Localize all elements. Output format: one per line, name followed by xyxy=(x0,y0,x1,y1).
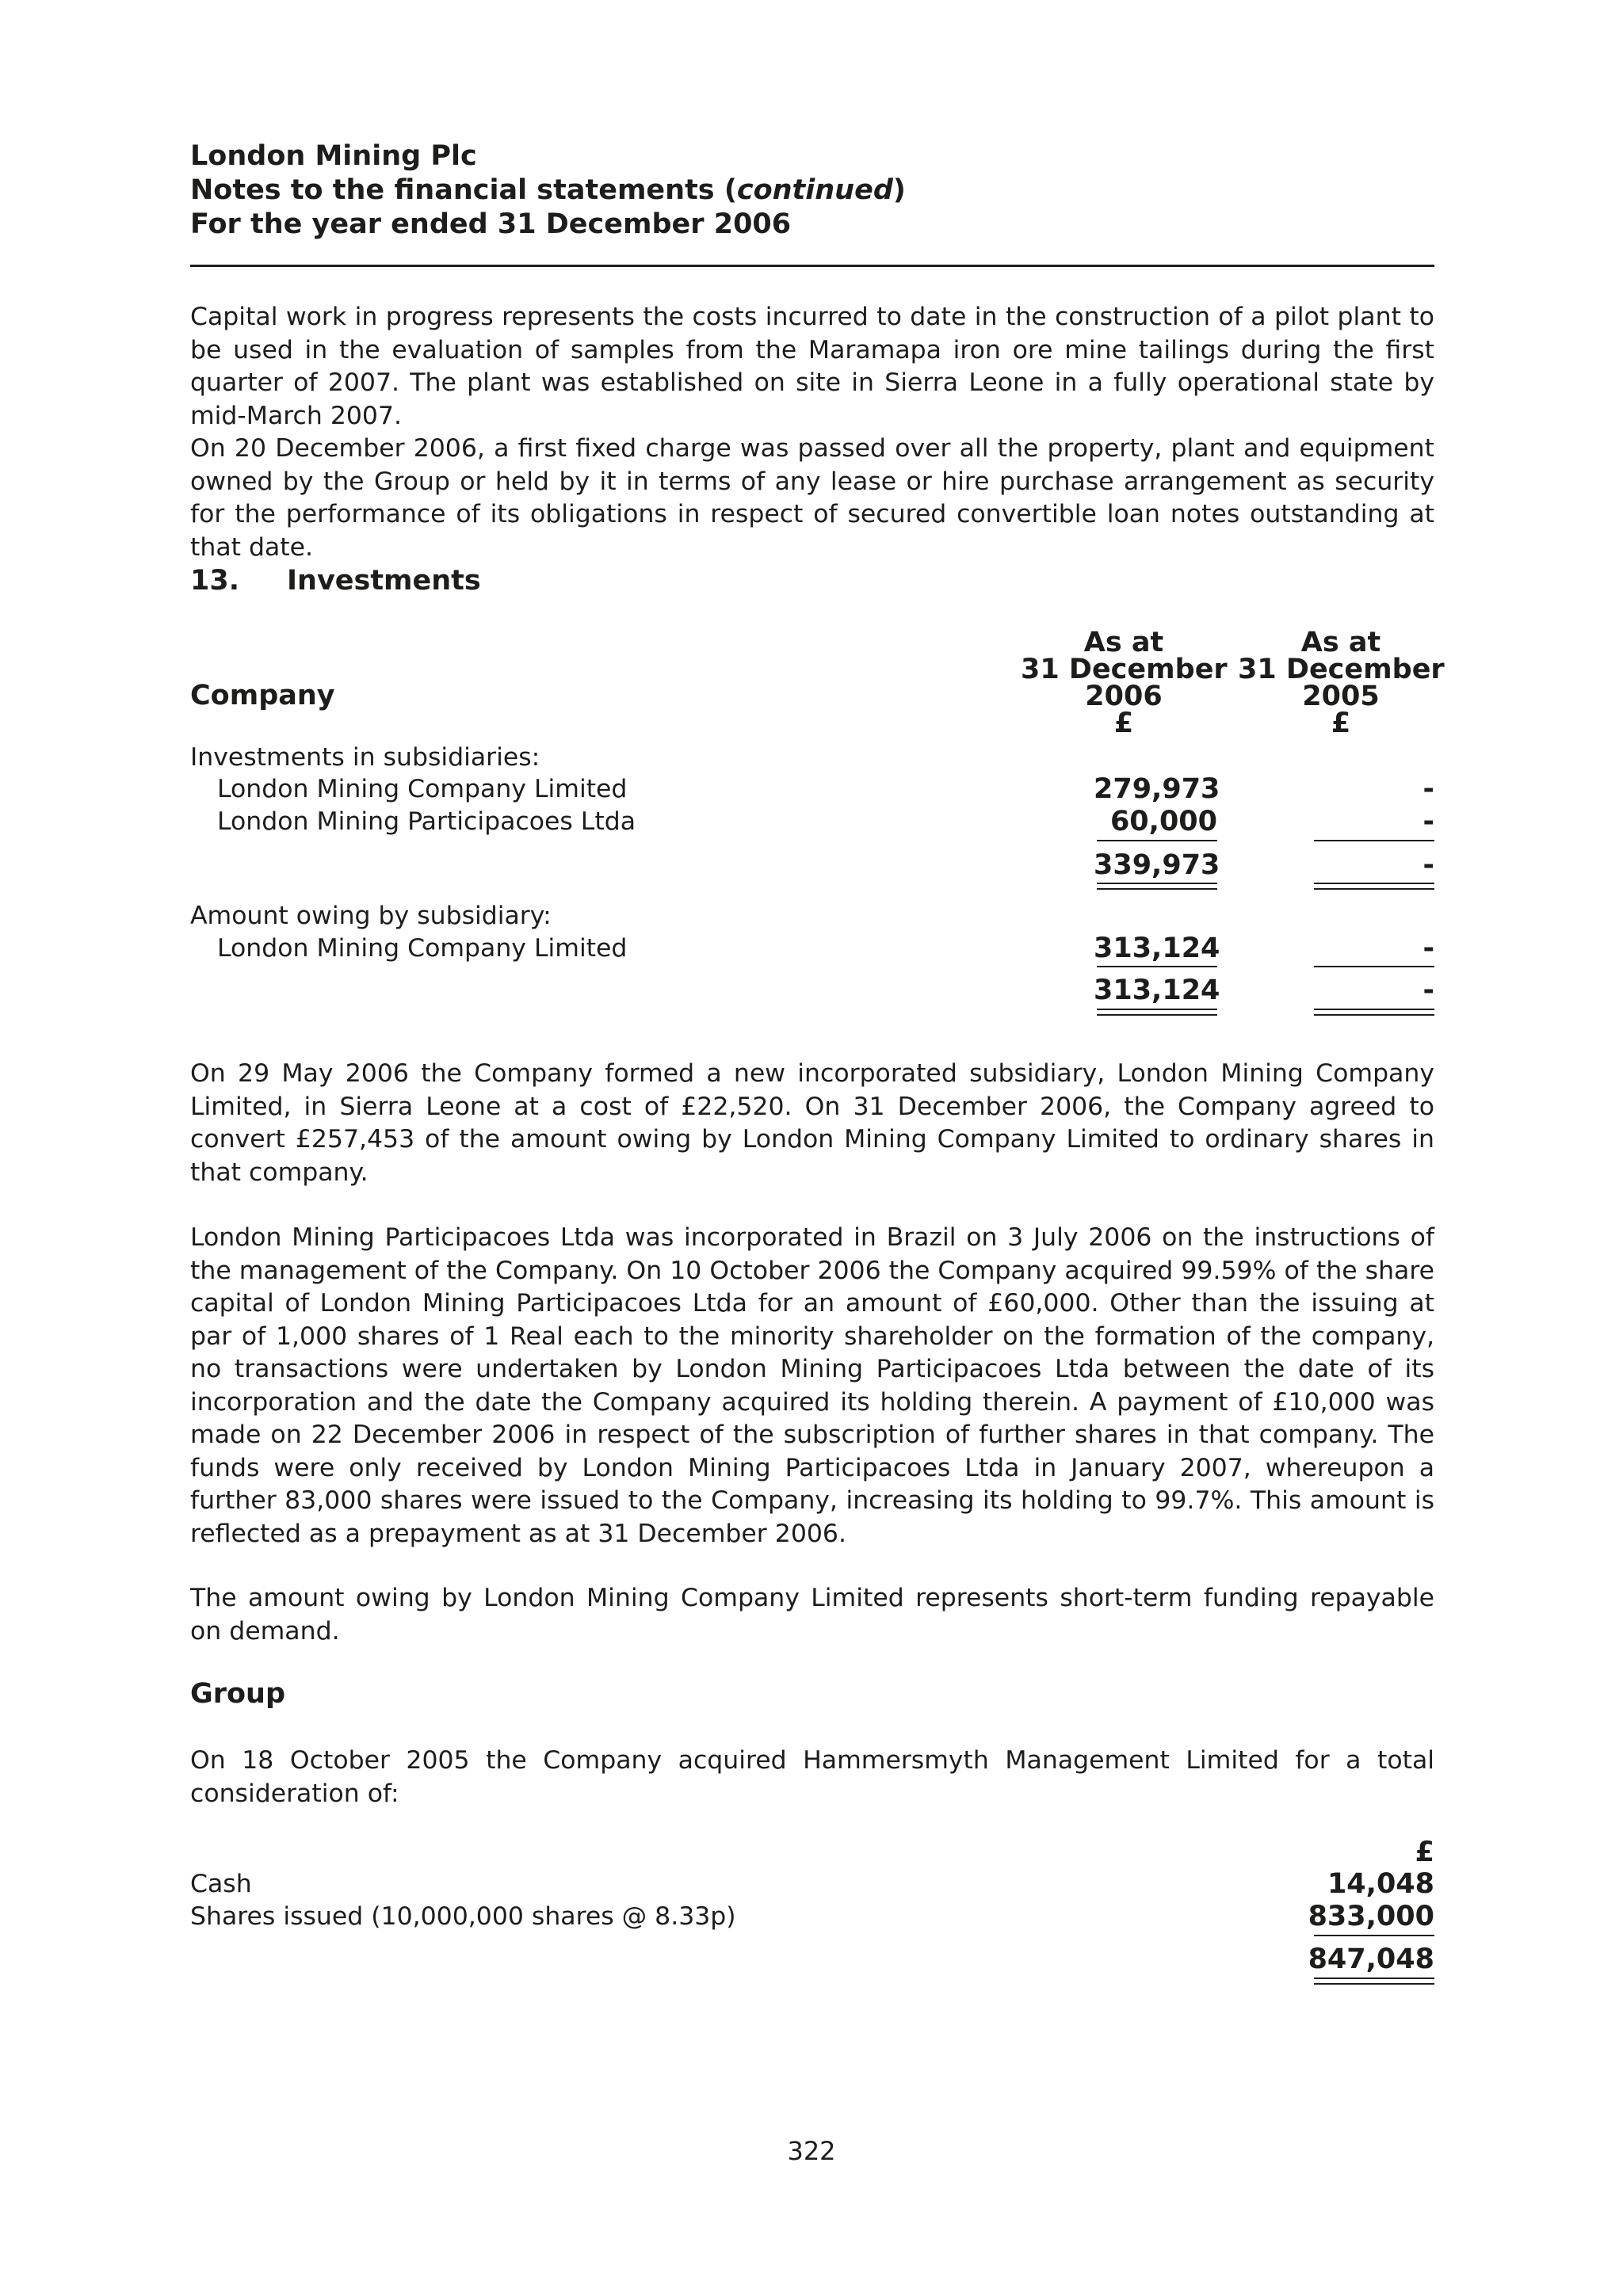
page-header xyxy=(190,139,1434,242)
group-cash-label: Cash xyxy=(190,1870,252,1898)
group-total-double-rule xyxy=(1314,1978,1434,1985)
group-subtotal-rule xyxy=(1314,1935,1434,1936)
period-title: For the year ended 31 December 2006 xyxy=(190,208,792,240)
inv-total-double-rule-2006 xyxy=(1097,883,1217,890)
owe-row1-label: London Mining Company Limited xyxy=(217,934,628,963)
inv-row2-2005: - xyxy=(1423,806,1434,837)
owe-row1-2006: 313,124 xyxy=(1094,933,1220,964)
header-rule xyxy=(190,265,1434,267)
paragraph-hammersmyth: On 18 October 2005 the Company acquired Hammersmyth Management Limited for a total consideration of: xyxy=(190,1746,1434,1808)
group-shares-value: 833,000 xyxy=(1308,1901,1434,1932)
group-heading: Group xyxy=(190,1678,286,1710)
paragraph-short-term-funding: The amount owing by London Mining Company Limited represents short-term funding repayable on demand. xyxy=(190,1584,1434,1646)
inv-row2-2006: 60,000 xyxy=(1109,806,1217,837)
inv-total-2006: 339,973 xyxy=(1094,849,1220,881)
owe-total-double-rule-2006 xyxy=(1097,1009,1217,1016)
column-header-2005: As at 31 December 2005 £ xyxy=(1238,627,1445,739)
paragraph-participacoes: London Mining Participacoes Ltda was incorporated in Brazil on 3 July 2006 on the instructions of the management of the Company. On 10 October 2006 the Company acquired 99.59% of the share capital of London Mining Participacoes Ltda for an amount of £60,000. Other than the issuing at par of 1,000 shares of 1 Real each to the minority shareholder on the formation of the company, no transactions were undertaken by London Mining Participacoes Ltda between the date of its incorporation and the date the Company acquired its holding therein. A payment of £10,000 was made on 22 December 2006 in respect of the subscription of further shares in that company. The funds were only received by London Mining Participacoes Ltda in January 2007, whereupon a further 83,000 shares were issued to the Company, increasing its holding to 99.7%. This amount is reflected as a prepayment as at 31 December 2006. xyxy=(190,1223,1434,1548)
company-label: Company xyxy=(190,680,335,711)
page-number: 322 xyxy=(787,2136,836,2166)
notes-title: Notes to the financial statements (continued) xyxy=(190,174,906,206)
paragraph-capital-wip: Capital work in progress represents the costs incurred to date in the construction of a pilot plant to be used in the evaluation of samples from the Maramapa iron ore mine tailings during the first quarter of 2007. The plant was established on site in Sierra Leone in a fully operational state by mid-March 2007. xyxy=(190,303,1434,430)
owing-heading: Amount owing by subsidiary: xyxy=(190,902,552,930)
company-name: London Mining Plc xyxy=(190,140,477,172)
column-header-2006: As at 31 December 2006 £ xyxy=(1021,627,1228,739)
inv-total-double-rule-2005 xyxy=(1314,883,1434,890)
paragraph-new-subsidiary: On 29 May 2006 the Company formed a new incorporated subsidiary, London Mining Company Limited, in Sierra Leone at a cost of £22,520. On 31 December 2006, the Company agreed to convert £257,453 of the amount owing by London Mining Company Limited to ordinary shares in that company. xyxy=(190,1059,1434,1187)
owe-row1-2005: - xyxy=(1423,933,1434,964)
inv-subtotal-rule-2005 xyxy=(1314,840,1434,841)
group-currency-header: £ xyxy=(1415,1836,1434,1868)
group-cash-value: 14,048 xyxy=(1327,1868,1434,1900)
owe-subtotal-rule-2006 xyxy=(1097,966,1217,967)
owe-total-2005: - xyxy=(1423,974,1434,1006)
investments-heading: Investments in subsidiaries: xyxy=(190,743,540,772)
owe-total-double-rule-2005 xyxy=(1314,1009,1434,1016)
section-number: 13. xyxy=(190,565,240,597)
owe-total-2006: 313,124 xyxy=(1094,974,1220,1006)
paragraph-fixed-charge: On 20 December 2006, a first fixed charge was passed over all the property, plant and equipment owned by the Group or held by it in terms of any lease or hire purchase arrangement as security for the performance of its obligations in respect of secured convertible loan notes outstanding at that date. xyxy=(190,434,1434,562)
inv-row1-2006: 279,973 xyxy=(1094,773,1220,805)
group-shares-label: Shares issued (10,000,000 shares @ 8.33p) xyxy=(190,1902,736,1931)
owe-subtotal-rule-2005 xyxy=(1314,966,1434,967)
inv-subtotal-rule-2006 xyxy=(1097,840,1217,841)
inv-row1-2005: - xyxy=(1423,773,1434,805)
section-title: Investments xyxy=(287,565,481,597)
inv-total-2005: - xyxy=(1423,849,1434,881)
inv-row2-label: London Mining Participacoes Ltda xyxy=(217,807,636,836)
group-total-value: 847,048 xyxy=(1308,1943,1434,1975)
inv-row1-label: London Mining Company Limited xyxy=(217,775,628,803)
